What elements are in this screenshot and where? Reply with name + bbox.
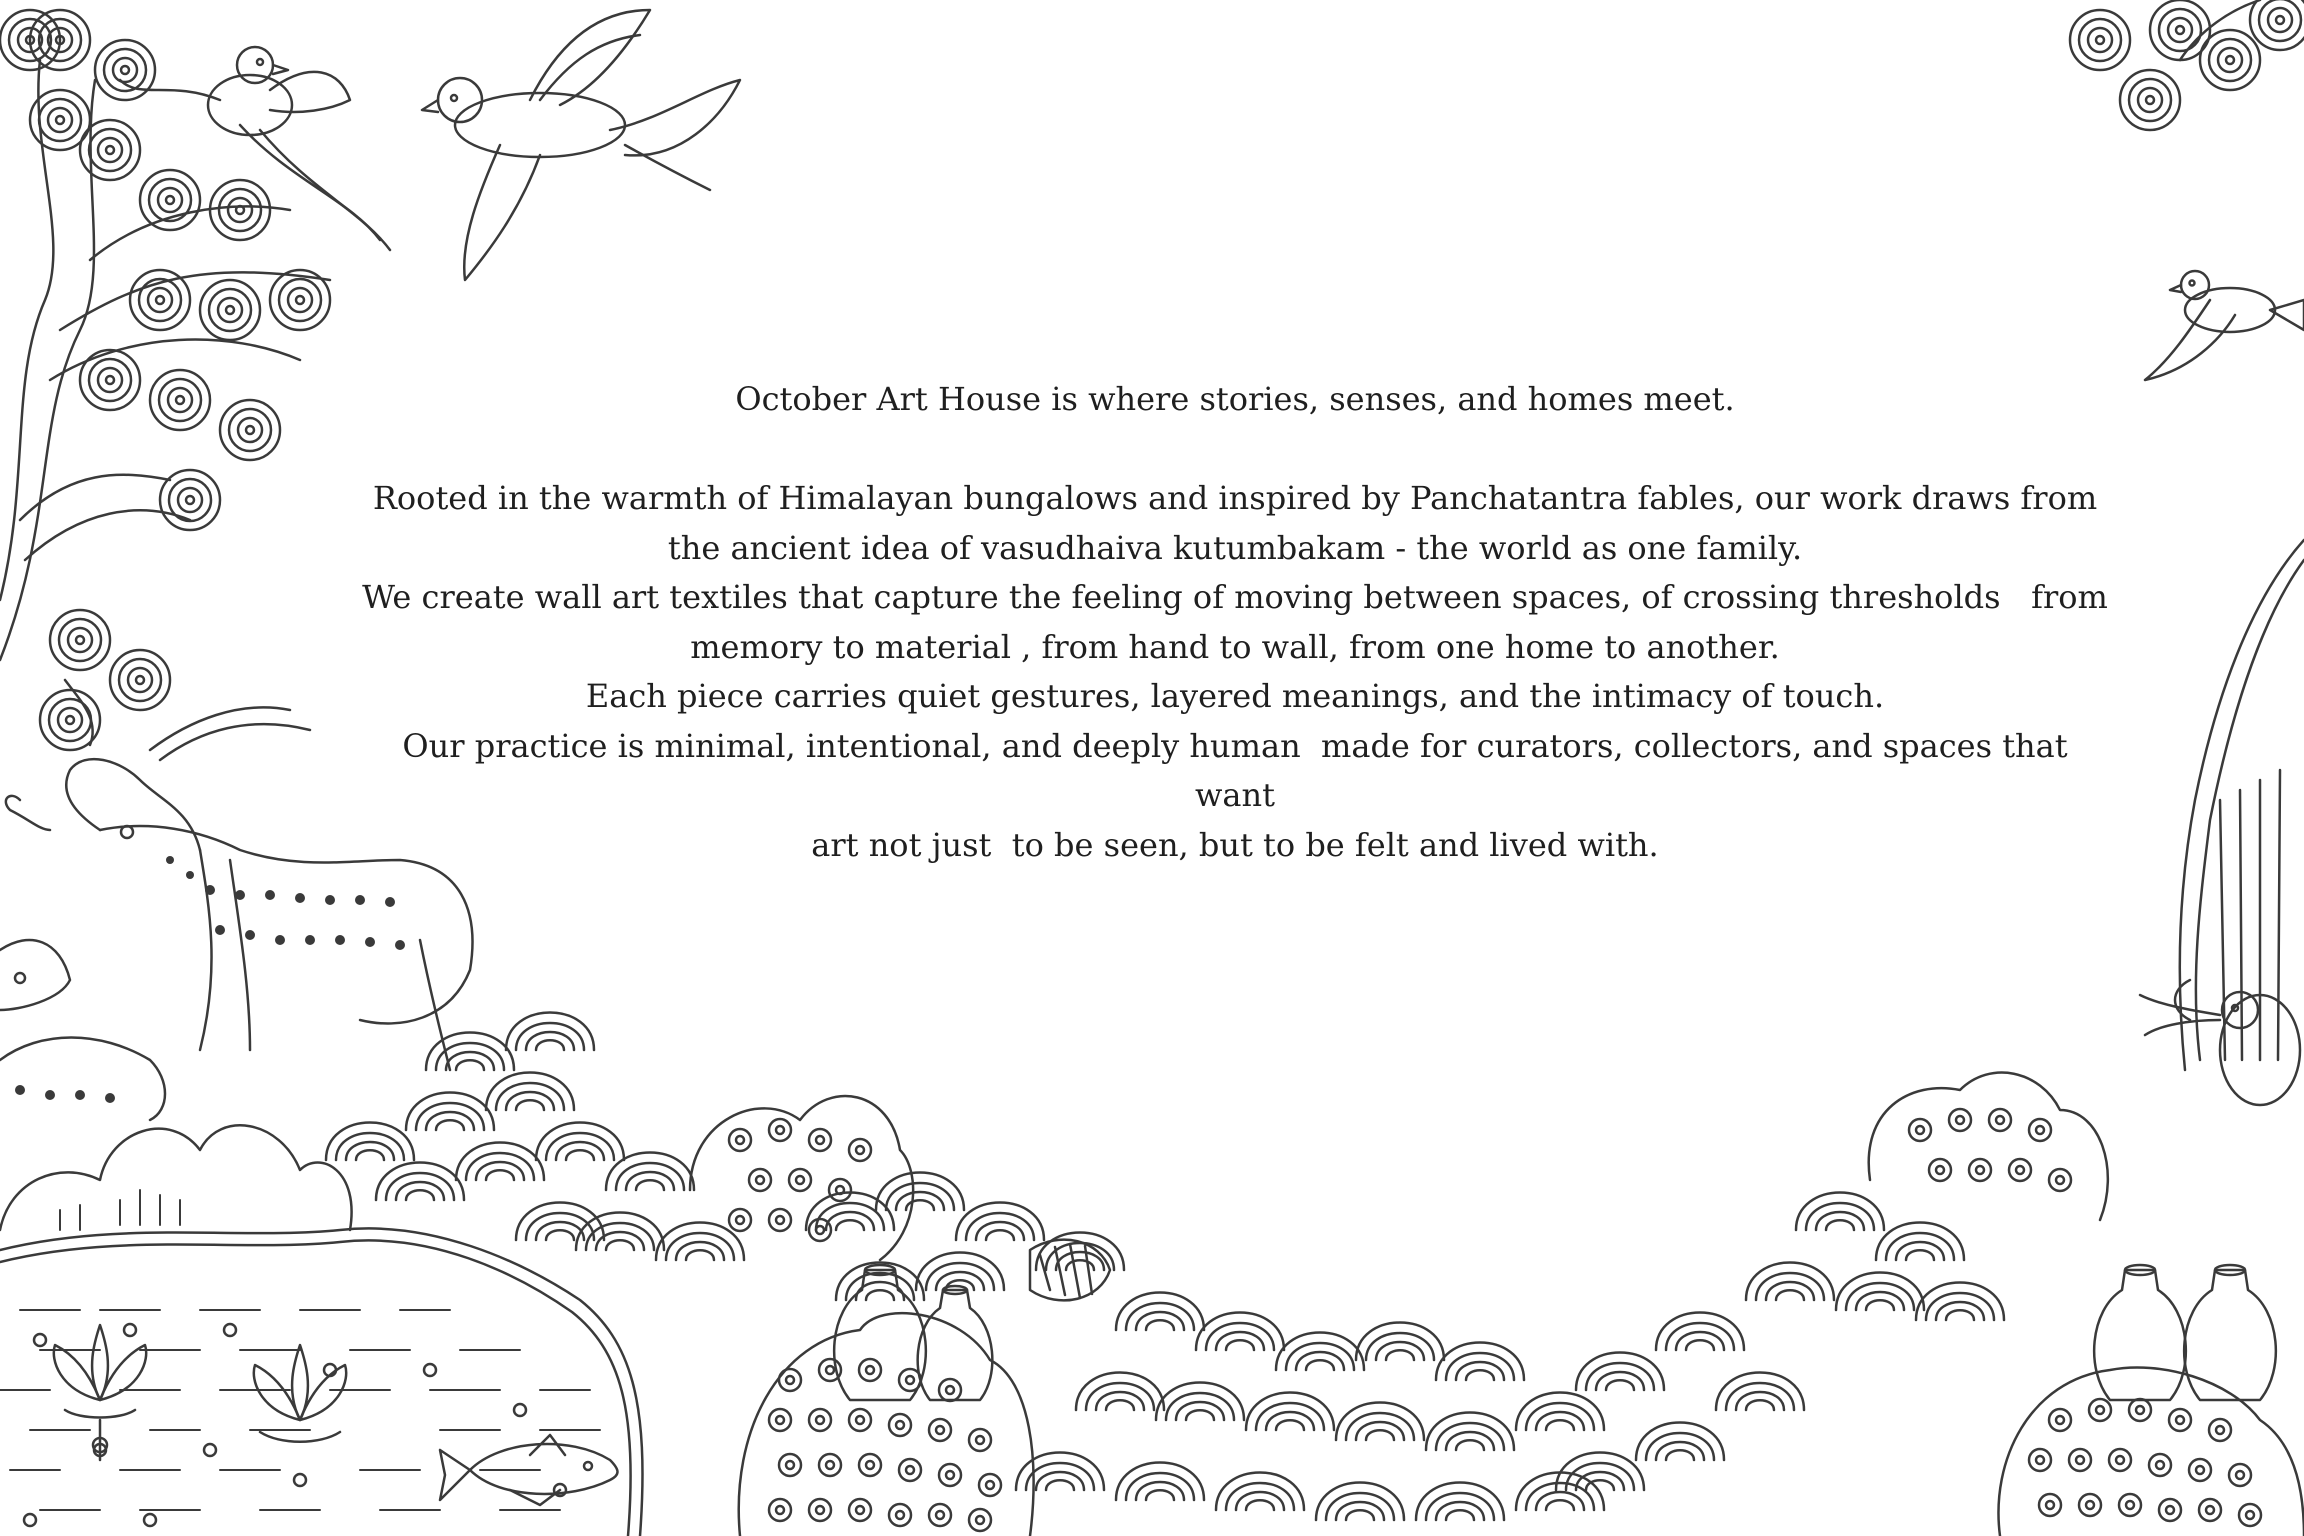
body-line: memory to material , from hand to wall, from one home to another. [690,627,1780,666]
lotus-icon [54,1325,146,1460]
body-line: the ancient idea of vasudhaiva kutumbakam - the world as one family. [667,528,1803,567]
about-text-block [360,375,2110,870]
second-deer-icon [0,940,165,1120]
dotted-bush-icon [1869,1073,2108,1220]
bush-icon [1516,1193,2004,1491]
body-line: art not just to be seen, but to be felt and lived with. [811,825,1659,864]
headline: October Art House is where stories, senses, and homes meet. [735,380,1735,418]
pot-icon [2184,1265,2276,1400]
dotted-bush-icon [690,1096,913,1260]
left-tree-icon [0,10,330,750]
flying-bird-icon [422,10,740,280]
bush-icon [0,1013,744,1261]
body-line: Each piece carries quiet gestures, layered meanings, and the intimacy of touch. [585,677,1885,715]
dotted-bush-icon [1998,1367,2304,1536]
paragraph-gap [360,425,2110,475]
body-line: We create wall art textiles that capture the feeling of moving between spaces, of crossing thresholds from [362,578,2108,616]
small-bird-icon [2145,271,2304,380]
body-line: Rooted in the warmth of Himalayan bungalows and inspired by Panchatantra fables, our work draws from [372,479,2098,517]
body-line: Our practice is minimal, intentional, and deeply human made for curators, collectors, and spaces that want [402,726,2078,814]
dotted-bush-icon [739,1313,1034,1536]
bird-icon [2140,992,2300,1105]
lotus-icon [254,1345,346,1442]
pot-icon [918,1286,993,1400]
pot-icon [2094,1265,2186,1400]
